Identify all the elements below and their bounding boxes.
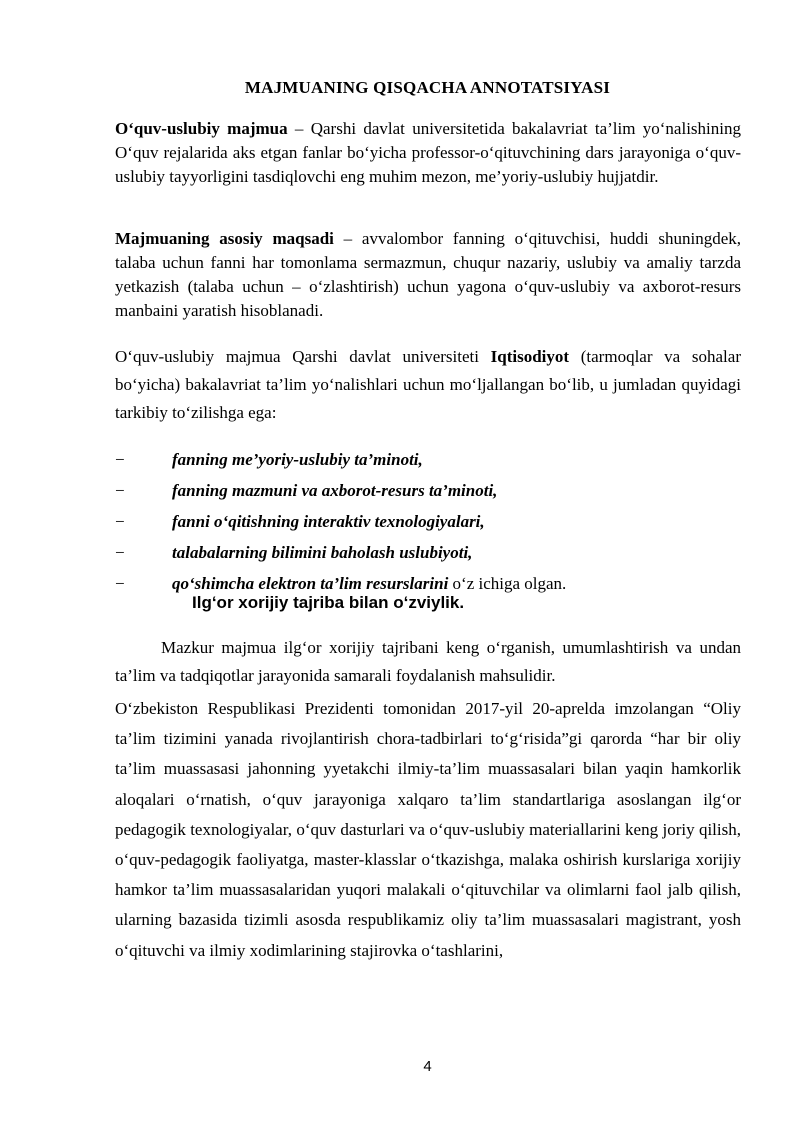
page-number: 4 xyxy=(423,1058,432,1075)
term-goal: Majmuaning asosiy maqsadi xyxy=(115,229,334,248)
paragraph-goal xyxy=(115,227,741,323)
page-title: MAJMUANING QISQACHA ANNOTATSIYASI xyxy=(244,78,611,97)
list-item-text: fanning me’yoriy-uslubiy ta’minoti, xyxy=(172,450,423,469)
list-item xyxy=(115,541,755,572)
paragraph-structure-text-b: (tarmoqlar va sohalar bo‘yicha) bakalavriat ta’lim yo‘nalishlari uchun mo‘ljallangan bo‘lib, u jumladan quyidagi tarkibiy to‘zilishga ega: xyxy=(115,347,741,422)
list-item-text: qo‘shimcha elektron ta’lim resurslarini xyxy=(172,574,449,593)
list-item-tail: o‘z ichiga olgan. xyxy=(448,574,567,593)
term-majmua: O‘quv-uslubiy majmua xyxy=(115,119,288,138)
paragraph-structure-text-a: O‘quv-uslubiy majmua Qarshi davlat universiteti xyxy=(115,347,491,366)
list-item xyxy=(115,448,755,479)
paragraph-experience: Mazkur majmua ilg‘or xorijiy tajribani keng o‘rganish, umumlashtirish va undan ta’lim va tadqiqotlar jarayonida samarali foydalanish mahsulidir. xyxy=(115,638,741,685)
list-item xyxy=(115,510,755,541)
dash-bullet: − xyxy=(115,450,125,469)
list-item-text: fanni o‘qitishning interaktiv texnologiyalari, xyxy=(172,512,485,531)
dash-bullet: − xyxy=(115,481,125,500)
dash-bullet: − xyxy=(115,512,125,531)
subheading: Ilg‘or xorijiy tajriba bilan o‘zviylik. xyxy=(192,593,465,612)
paragraph-structure xyxy=(115,343,741,427)
dash-bullet: − xyxy=(115,543,125,562)
list-item-text: fanning mazmuni va axborot-resurs ta’minoti, xyxy=(172,481,498,500)
term-economics: Iqtisodiyot xyxy=(490,347,570,366)
paragraph-goal-text: – avvalombor fanning o‘qituvchisi, huddi shuningdek, talaba uchun fanni har tomonlama sermazmun, chuqur nazariy, uslubiy va amaliy tarzda yetkazish (talaba uchun – o‘zlashtirish) uchun yagona o‘quv-uslubiy va axborot-resurs manbaini yaratish hisoblanadi. xyxy=(115,229,741,320)
list-item xyxy=(115,479,755,510)
paragraph-intro-text: – Qarshi davlat universitetida bakalavriat ta’lim yo‘nalishining O‘quv rejalarida aks etgan fanlar bo‘yicha professor-o‘qituvchining dars jarayoniga o‘quv-uslubiy tayyorligini tasdiqlovchi eng muhim mezon, me’yoriy-uslubiy hujjatdir. xyxy=(115,119,741,186)
paragraph-intro xyxy=(115,117,741,189)
list-item-text: talabalarning bilimini baholash uslubiyoti, xyxy=(172,543,473,562)
paragraph-decree: O‘zbekiston Respublikasi Prezidenti tomonidan 2017-yil 20-aprelda imzolangan “Oliy ta’lim tizimini yanada rivojlantirish chora-tadbirlari to‘g‘risida”gi qarorda “har bir oliy ta’lim muassasasi jahonning yyetakchi ilmiy-ta’lim muassasalari bilan yaqin hamkorlik aloqalari o‘rnatish, o‘quv jarayoniga xalqaro ta’lim standartlariga asoslangan ilg‘or pedagogik texnologiyalar, o‘quv dasturlari va o‘quv-uslubiy materiallarini keng joriy qilish, o‘quv-pedagogik faoliyatga, master-klasslar o‘tkazishga, malaka oshirish kurslariga xorijiy hamkor ta’lim muassasalaridan yuqori malakali o‘qituvchilar va olimlarni faol jalb qilish, ularning bazasida tizimli asosda respublikamiz oliy ta’lim muassasalari magistrant, yosh o‘qituvchi va ilmiy xodimlarining stajirovka o‘tashlarini, xyxy=(115,699,741,960)
structure-list xyxy=(115,448,755,603)
dash-bullet: − xyxy=(115,574,125,593)
